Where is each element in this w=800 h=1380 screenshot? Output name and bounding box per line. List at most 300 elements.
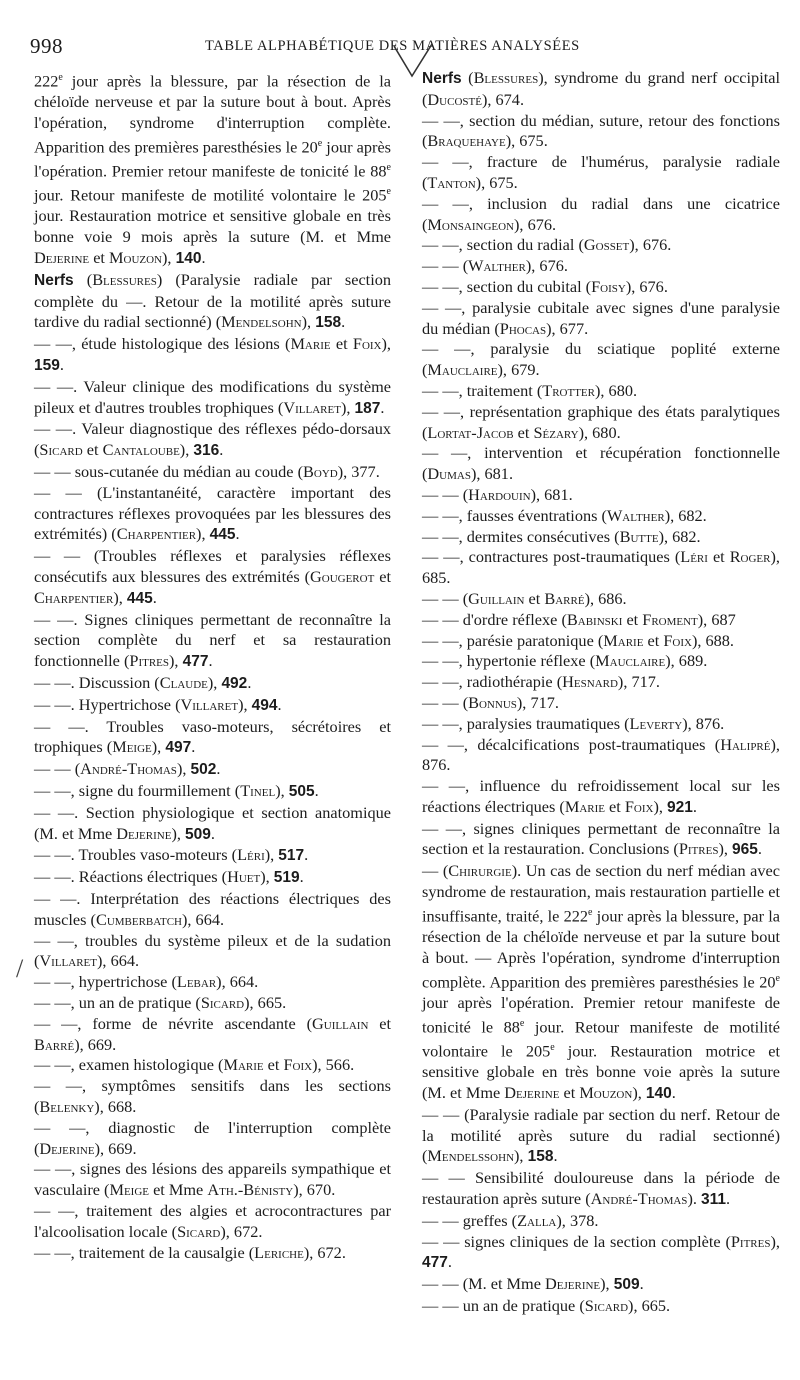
author-name: Hesnard — [562, 672, 618, 692]
entry-text: ), 717. — [516, 692, 559, 712]
index-entry — [422, 651, 780, 672]
index-entry — [422, 610, 780, 631]
entry-text: ), — [179, 440, 194, 460]
index-entry — [422, 152, 780, 194]
entry-text: e — [775, 972, 780, 984]
index-entry — [422, 527, 780, 548]
author-name: Dumas — [427, 464, 471, 484]
author-name: Dejerine — [545, 1274, 601, 1294]
entry-text: ), 876. — [422, 734, 780, 775]
author-name: Boyd — [303, 462, 338, 482]
index-entry — [34, 717, 391, 760]
entry-text: — —, fausses éventrations ( — [422, 505, 607, 525]
entry-text: et Mme — [149, 1180, 208, 1200]
index-entry — [422, 235, 780, 256]
author-name: Meige — [112, 737, 152, 757]
entry-text: e — [317, 137, 323, 149]
entry-text: — —, signes des lésions des appareils sympathique et vasculaire ( — [34, 1159, 391, 1200]
entry-text: ), 664. — [182, 909, 225, 929]
entry-text: — —, traitement ( — [422, 380, 543, 400]
entry-text: — —. Réactions électriques ( — [34, 867, 228, 887]
entry-text: — —. Valeur diagnostique des réflexes pédo-dorsaux ( — [34, 419, 391, 460]
page-reference: 159 — [34, 357, 60, 375]
index-entry — [422, 68, 780, 111]
entry-text: ), — [653, 796, 668, 816]
entry-text: . — [216, 759, 221, 779]
entry-text: . — [59, 355, 64, 375]
index-entry — [34, 483, 391, 546]
entry-text: ), 668. — [94, 1096, 137, 1116]
entry-text: — —. Troubles vaso-moteurs ( — [34, 845, 238, 865]
author-name: Villaret — [180, 694, 239, 714]
author-name: Foisy — [591, 276, 626, 296]
index-entry — [34, 1055, 391, 1076]
entry-text: — —, hypertrichose ( — [34, 972, 177, 992]
author-name: Foix — [624, 796, 654, 816]
entry-text: ), 682. — [664, 505, 707, 525]
index-entry — [34, 462, 391, 483]
author-name: Pitres — [129, 651, 170, 671]
author-name: Leverty — [629, 713, 683, 733]
page-reference: 477 — [422, 1254, 448, 1272]
entry-text: . — [152, 587, 157, 607]
page-reference: Nerfs — [422, 70, 462, 87]
index-entry — [422, 194, 780, 236]
author-name: Hardouin — [468, 484, 531, 504]
entry-text: ), 686. — [584, 588, 627, 608]
index-entry — [422, 277, 780, 298]
entry-text: — —, paralysie cubitale avec signes d'une paralysie du médian ( — [422, 297, 780, 338]
entry-text: ), 680. — [578, 422, 621, 442]
author-name: Lebar — [176, 972, 217, 992]
entry-text: et — [524, 588, 545, 608]
author-name: Marie — [290, 334, 331, 354]
index-entry — [34, 759, 391, 781]
entry-text: ), — [340, 397, 355, 417]
author-name: Foix — [283, 1055, 313, 1075]
entry-text: ), 876. — [682, 713, 725, 733]
page-reference: 497 — [165, 739, 192, 757]
author-name: Huet — [227, 867, 261, 887]
entry-text: ), 675. — [505, 131, 548, 151]
entry-text: ), — [260, 867, 274, 887]
index-entry — [34, 377, 391, 420]
author-name: Meige — [109, 1180, 150, 1200]
entry-text: e — [58, 72, 63, 83]
entry-text: — —, contractures post-traumatiques ( — [422, 547, 681, 567]
entry-text: — — (Troubles réflexes et paralysies réflexes consécutifs aux blessures des extrémités ( — [34, 546, 391, 587]
entry-text: — — ( — [34, 759, 81, 779]
running-title: TABLE ALPHABÉTIQUE DES MATIÈRES ANALYSÉES — [205, 38, 580, 54]
index-entry — [34, 695, 391, 717]
index-entry — [34, 781, 391, 803]
entry-text: — —, diagnostic de l'interruption complète ( — [34, 1117, 391, 1158]
entry-text: et — [82, 440, 103, 460]
page-number: 998 — [30, 34, 63, 58]
entry-text: — —, symptômes sensitifs dans les sections ( — [34, 1076, 391, 1116]
author-name: Sézary — [533, 422, 579, 442]
entry-text: ), — [162, 248, 176, 268]
entry-text: — —, troubles du système pileux et de la sudation ( — [34, 930, 391, 971]
entry-text: e — [588, 906, 593, 918]
page-reference: 140 — [645, 1084, 672, 1102]
page-reference: 921 — [667, 798, 693, 816]
entry-text: et — [622, 609, 643, 629]
index-entry — [34, 1243, 391, 1264]
index-entry — [422, 256, 780, 277]
entry-text: . — [639, 1274, 644, 1294]
author-name: Froment — [642, 609, 698, 629]
entry-text: ), syndrome du grand nerf occipital ( — [422, 68, 780, 109]
margin-pencil-mark: / — [16, 954, 24, 983]
entry-text: ), 669. — [74, 1034, 117, 1054]
entry-text: — —, signes cliniques permettant de reconnaître la section et la restauration. Conclusions ( — [422, 818, 780, 859]
entry-text: . — [553, 1146, 558, 1166]
entry-text: — —, inclusion du radial dans une cicatrice ( — [422, 193, 780, 234]
entry-text: . — [210, 823, 215, 843]
page-reference: 519 — [273, 869, 300, 887]
entry-text: — —. Section physiologique et section anatomique (M. et Mme — [34, 802, 391, 843]
entry-text: — — d'ordre réflexe ( — [422, 609, 567, 629]
index-entry — [34, 1159, 391, 1201]
author-name: Belenky — [39, 1096, 95, 1116]
author-name: Marie — [223, 1055, 264, 1075]
author-name: Bonnus — [468, 692, 517, 712]
entry-text: ( — [73, 269, 93, 289]
author-name: Tanton — [427, 172, 476, 192]
author-name: Dejerine — [34, 248, 90, 268]
entry-text: ), — [770, 1231, 780, 1251]
entry-text: e — [386, 186, 391, 198]
author-name: Mendelssohn — [427, 1146, 515, 1166]
index-column-left — [34, 68, 391, 1263]
author-name: Foix — [663, 630, 692, 650]
author-name: Marie — [564, 796, 605, 816]
page-reference: 509 — [185, 825, 211, 843]
entry-text: . — [447, 1252, 452, 1272]
page-reference: 445 — [126, 589, 153, 607]
entry-text: . — [208, 651, 213, 671]
author-name: Phocas — [499, 318, 547, 338]
author-name: Walther — [606, 505, 665, 525]
entry-text: et — [707, 547, 730, 567]
author-name: Dejerine — [39, 1138, 95, 1158]
author-name: Mauclaire — [427, 360, 498, 380]
author-name: Butte — [619, 526, 659, 546]
index-entry — [422, 339, 780, 381]
entry-text: jour après l'opération. Premier retour manifeste de tonicité le 88 — [34, 137, 392, 181]
entry-text: et — [89, 248, 110, 268]
index-entry — [422, 861, 780, 1104]
entry-text: — ( — [422, 861, 449, 881]
entry-text: — —, signe du fourmillement ( — [34, 780, 241, 800]
index-entry — [34, 1014, 391, 1056]
index-entry — [422, 776, 780, 819]
entry-text: — —, un an de pratique ( — [34, 992, 201, 1012]
entry-text: e — [386, 162, 391, 174]
author-name: Braquehaye — [427, 131, 506, 151]
entry-text: — — un an de pratique ( — [422, 1295, 585, 1315]
entry-text: — — (Paralysie radiale par section du nerf. Retour de la motilité après suture du radial sectionné) ( — [422, 1104, 780, 1166]
index-entry — [34, 845, 391, 867]
index-entry — [422, 1274, 780, 1296]
entry-text: . — [341, 312, 346, 332]
index-entry — [422, 693, 780, 714]
page-reference: 311 — [701, 1190, 727, 1208]
entry-text: ), 377. — [337, 462, 380, 482]
entry-text: et — [559, 1082, 580, 1102]
page-reference: 505 — [288, 782, 315, 800]
entry-text: ), 669. — [94, 1138, 137, 1158]
author-name: Monsaingeon — [427, 214, 515, 234]
entry-text: ( — [461, 68, 474, 87]
entry-text: et — [513, 422, 534, 442]
index-entry — [422, 402, 780, 444]
author-name: Guillain — [312, 1013, 369, 1033]
author-name: Villaret — [39, 951, 98, 971]
author-name: Dejerine — [504, 1082, 560, 1102]
index-column-right — [422, 68, 780, 1317]
entry-text: — — Sensibilité douloureuse dans la période de restauration après suture ( — [422, 1168, 780, 1208]
author-name: Villaret — [283, 397, 341, 417]
author-name: Cantaloube — [102, 440, 180, 460]
author-name: Trotter — [542, 380, 595, 400]
author-name: Sicard — [200, 992, 245, 1012]
entry-text: — —, décalcifications post-traumatiques ( — [422, 734, 721, 754]
author-name: Gougerot — [310, 567, 375, 587]
entry-text: ), — [264, 845, 279, 865]
entry-text: — —. Interprétation des réactions électriques des muscles ( — [34, 888, 391, 929]
author-name: Leriche — [254, 1242, 304, 1262]
index-entry — [34, 889, 391, 931]
entry-text: . — [757, 839, 762, 859]
entry-text: — —, influence du refroidissement local sur les réactions électriques ( — [422, 776, 780, 816]
entry-text: . — [692, 796, 697, 816]
entry-text: et — [604, 796, 625, 816]
author-name: Cumberbatch — [95, 909, 182, 929]
author-name: Halipré — [720, 734, 771, 754]
index-entry — [422, 631, 780, 652]
entry-text: ), 676. — [525, 256, 568, 276]
page-reference: 494 — [251, 696, 278, 714]
page-reference: 965 — [732, 841, 758, 859]
index-entry — [34, 1201, 391, 1243]
entry-text: et — [374, 567, 391, 587]
entry-text: — —, fracture de l'humérus, paralysie radiale ( — [422, 152, 780, 192]
page-reference: 502 — [190, 761, 217, 779]
entry-text: ), — [632, 1082, 646, 1102]
entry-text: . — [380, 397, 385, 417]
entry-text: ), 679. — [497, 360, 540, 380]
index-entry — [422, 1296, 780, 1317]
entry-text: ), — [238, 694, 252, 714]
index-entry — [422, 714, 780, 735]
page-reference: 477 — [182, 653, 209, 671]
entry-text: . — [219, 440, 224, 460]
entry-text: ), 672. — [303, 1242, 346, 1262]
entry-text: jour après la blessure, par la résection de la chéloïde nerveuse et par la suture bout à bout. — Après l'opération, syndrome d'interruption complète. Apparition des premières paresthésies le 20 — [422, 906, 780, 992]
index-entry — [422, 111, 780, 153]
page-reference: 445 — [209, 526, 236, 544]
entry-text: — —, section du cubital ( — [422, 276, 592, 296]
author-name: Marie — [603, 630, 644, 650]
page-reference: 187 — [354, 399, 381, 417]
entry-text: — — ( — [422, 588, 469, 608]
author-name: Barré — [34, 1034, 75, 1054]
entry-text: ), 681. — [530, 484, 573, 504]
author-name: Gosset — [583, 235, 630, 255]
page-reference: 509 — [613, 1276, 640, 1294]
entry-text: ), 685. — [422, 547, 780, 588]
index-entry — [34, 1118, 391, 1160]
index-entry — [34, 803, 391, 846]
author-name: Mouzon — [109, 248, 163, 268]
entry-text: et — [263, 1055, 284, 1075]
entry-text: ). — [687, 1188, 701, 1208]
index-entry — [422, 819, 780, 862]
entry-text: ), — [113, 587, 127, 607]
entry-text: — —. Signes cliniques permettant de reconnaître la section complète du nerf et sa restauration fonctionnelle ( — [34, 609, 391, 671]
entry-text: — —. Discussion ( — [34, 673, 160, 692]
entry-text: — —, paralysie du sciatique poplité externe ( — [422, 339, 780, 380]
entry-text: ), 664. — [216, 972, 259, 992]
entry-text: — — ( — [422, 484, 469, 504]
entry-text: ), — [176, 759, 191, 779]
index-entry — [422, 485, 780, 506]
entry-text: . — [304, 845, 309, 865]
index-entry — [34, 931, 391, 973]
entry-text: — —, traitement des algies et acrocontractures par l'alcoolisation locale ( — [34, 1200, 391, 1241]
entry-text: et — [368, 1013, 391, 1033]
entry-text: — — signes cliniques de la section complète ( — [422, 1231, 731, 1251]
entry-text: ), — [718, 839, 733, 859]
author-name: Roger — [729, 547, 771, 567]
entry-text: — —, paralysies traumatiques ( — [422, 713, 630, 733]
page-reference: 158 — [315, 314, 342, 332]
index-entry — [422, 1105, 780, 1168]
entry-text: ), 687 — [697, 609, 736, 629]
index-entry — [34, 867, 391, 889]
page-reference: 158 — [527, 1148, 554, 1166]
entry-text: ), 672. — [220, 1221, 263, 1241]
author-name: André-Thomas — [590, 1188, 688, 1208]
index-entry — [34, 673, 391, 695]
entry-text: ), — [171, 823, 185, 843]
author-name: Claude — [159, 673, 208, 692]
entry-text: ), 677. — [546, 318, 589, 338]
entry-text: ), 665. — [244, 992, 287, 1012]
entry-text: e — [550, 1041, 555, 1053]
entry-text: — — sous-cutanée du médian au coude ( — [34, 462, 304, 482]
entry-text: ), 680. — [595, 380, 638, 400]
index-entry — [422, 735, 780, 777]
author-name: Guillain — [468, 588, 525, 608]
entry-text: ), 665. — [628, 1295, 671, 1315]
entry-text: ), 676. — [629, 235, 672, 255]
author-name: Babinski — [566, 609, 623, 629]
entry-text: jour. Restauration motrice et sensitive globale en très bonne voie 9 mois après la suture (M. et Mme — [34, 206, 391, 247]
entry-text: . — [235, 524, 240, 544]
entry-text: ), 717. — [617, 672, 660, 692]
entry-text: — —, traitement de la causalgie ( — [34, 1242, 255, 1262]
entry-text: . — [201, 248, 206, 268]
entry-text: ), 688. — [691, 630, 734, 650]
author-name: Sicard — [177, 1221, 221, 1241]
entry-text: — —. Troubles vaso-moteurs, sécrétoires et trophiques ( — [34, 716, 391, 757]
entry-text: ), 674. — [481, 89, 525, 109]
entry-text: jour. Retour manifeste de motilité volontaire le 205 — [34, 185, 387, 205]
entry-text: ), — [275, 780, 289, 800]
entry-text: ), 676. — [625, 276, 668, 296]
entry-text: . — [277, 694, 282, 714]
entry-text: — —, section du radial ( — [422, 235, 584, 255]
index-entry — [422, 547, 780, 589]
author-name: Blessures — [92, 269, 157, 289]
entry-text: — —, intervention et récupération fonctionnelle ( — [422, 443, 780, 484]
entry-text: ) (Paralysie radiale par section complète du —. Retour de la motilité après suture tardive du radial sectionné) ( — [34, 269, 392, 332]
entry-text: et — [330, 334, 353, 354]
index-entry — [34, 993, 391, 1014]
entry-text: ), 664. — [97, 951, 140, 971]
entry-text: — — greffes ( — [422, 1210, 518, 1230]
author-name: Pitres — [678, 839, 719, 859]
entry-text: jour après l'opération. Premier retour manifeste de tonicité le 88 — [422, 992, 780, 1037]
author-name: Chirurgie — [448, 861, 512, 881]
page-reference: 316 — [193, 442, 220, 460]
entry-text: — — ( — [422, 256, 469, 276]
index-entry — [422, 1232, 780, 1275]
entry-text: ), 676. — [514, 214, 557, 234]
index-entry — [34, 68, 391, 270]
author-name: Mendelsohn — [221, 312, 302, 332]
entry-text: ), 378. — [556, 1210, 599, 1230]
entry-text: e — [519, 1017, 525, 1029]
author-name: Walther — [468, 256, 526, 276]
index-entry — [422, 672, 780, 693]
entry-text: — —, parésie paratonique ( — [422, 630, 604, 650]
entry-text: ), 689. — [665, 651, 708, 671]
author-name: Léri — [237, 845, 265, 865]
entry-text: ), — [600, 1274, 614, 1294]
page-reference: 140 — [175, 250, 202, 268]
page-reference: 492 — [221, 675, 248, 692]
index-entry — [422, 1211, 780, 1232]
author-name: Blessures — [473, 68, 539, 87]
entry-text: jour. Restauration motrice et sensitive globale en très bonne voie après la suture (M. et Mme — [422, 1041, 780, 1102]
entry-text: — —, hypertonie réflexe ( — [422, 651, 596, 671]
index-entry — [422, 381, 780, 402]
entry-text: — —, représentation graphique des états paralytiques ( — [422, 401, 780, 442]
entry-text: ), — [207, 673, 222, 692]
author-name: Sicard — [584, 1295, 629, 1315]
author-name: Dejerine — [116, 823, 172, 843]
entry-text: ), 675. — [475, 172, 518, 192]
entry-text: ), 566. — [312, 1055, 355, 1075]
author-name: Tinel — [240, 780, 276, 800]
author-name: Léri — [680, 547, 708, 567]
index-entry — [422, 1168, 780, 1211]
author-name: Mouzon — [579, 1082, 633, 1102]
entry-text: . — [247, 673, 252, 692]
entry-text: — —, forme de névrite ascendante ( — [34, 1013, 313, 1033]
index-entry — [34, 546, 391, 609]
entry-text: — — (M. et Mme — [422, 1274, 545, 1294]
page-reference: Nerfs — [34, 271, 74, 289]
index-entry — [422, 298, 780, 340]
entry-text: . — [314, 780, 319, 800]
entry-text: ), 681. — [470, 464, 514, 484]
author-name: Pitres — [730, 1231, 771, 1251]
